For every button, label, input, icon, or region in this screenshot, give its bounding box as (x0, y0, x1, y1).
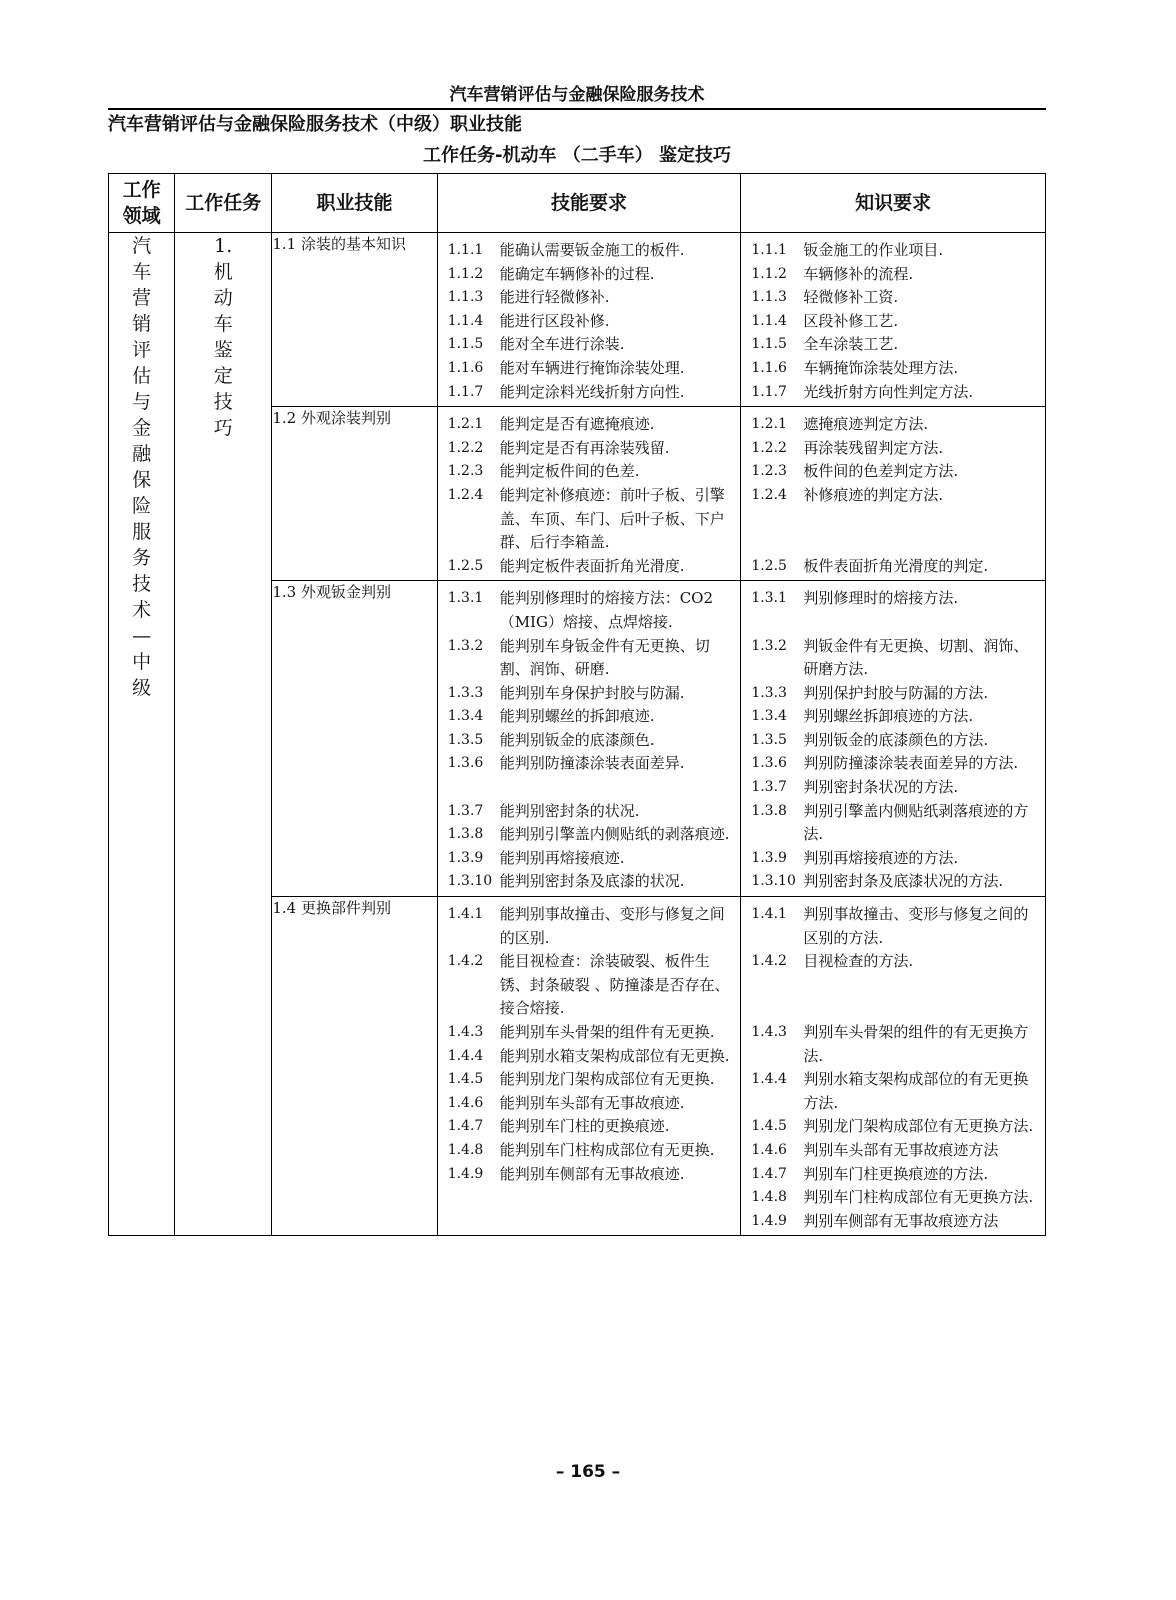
item-number: 1.2.4 (751, 486, 787, 503)
item-text: 判别车门柱构成部位有无更换方法. (803, 1188, 1034, 1207)
list-item (448, 263, 733, 287)
list-item (751, 1210, 1037, 1234)
item-number: 1.1.5 (447, 336, 484, 353)
item-text: 能判别防撞漆涂装表面差异. (499, 754, 685, 773)
item-number: 1.4.9 (447, 1165, 484, 1182)
skill-requirements-cell (437, 581, 741, 897)
item-text: 板件表面折角光滑度的判定. (803, 556, 989, 575)
item-text: 能对全车进行涂装. (499, 335, 625, 354)
list-item (751, 1186, 1037, 1210)
item-number: 1.3.7 (447, 802, 484, 819)
item-number: 1.4.4 (447, 1047, 484, 1064)
list-item (751, 752, 1037, 776)
running-head: 汽车营销评估与金融保险服务技术 (108, 84, 1046, 110)
item-text: 能判定是否有再涂装残留. (499, 438, 670, 457)
list-item (751, 263, 1037, 287)
item-text: 全车涂装工艺. (803, 335, 899, 354)
skill-requirements-cell (437, 233, 741, 407)
skill-cell: 1.4 更换部件判别 (272, 897, 437, 1236)
table-row (109, 233, 1046, 407)
item-text: 能进行轻微修补. (499, 288, 610, 307)
item-text: 能判别车门柱构成部位有无更换. (499, 1140, 715, 1159)
item-text: 能确认需要钣金施工的板件. (499, 241, 685, 259)
item-number: 1.3.10 (447, 873, 493, 890)
item-number: 1.2.3 (751, 463, 787, 480)
list-item (751, 357, 1037, 381)
list-item (751, 903, 1037, 950)
item-text: 能判定补修痕迹：前叶子板、引擎盖、车顶、车门、后叶子板、下户群、后行李箱盖. (499, 485, 725, 552)
item-number: 1.1.2 (447, 265, 484, 282)
list-item (448, 357, 733, 381)
item-number: 1.2.2 (751, 439, 787, 456)
item-number: 1.1.2 (751, 265, 787, 282)
header-domain: 工作领域 (109, 174, 175, 233)
item-number: 1.4.2 (751, 953, 787, 970)
skill-cell: 1.1 涂装的基本知识 (272, 233, 437, 407)
list-item (751, 239, 1037, 263)
item-number: 1.2.5 (447, 557, 484, 574)
item-number: 1.1.7 (447, 383, 484, 400)
item-number: 1.3.2 (447, 637, 484, 654)
page-number: – 165 – (555, 1462, 621, 1482)
item-text: 补修痕迹的判定方法. (803, 485, 944, 504)
item-text: 能对车辆进行掩饰涂装处理. (499, 358, 685, 377)
item-text: 判别螺丝拆卸痕迹的方法. (803, 707, 974, 726)
item-text: 能判别车身钣金件有无更换、切割、润饰、研磨. (499, 636, 710, 679)
item-number: 1.4.5 (751, 1118, 787, 1135)
item-text: 区段补修工艺. (803, 311, 899, 330)
item-number: 1.3.3 (751, 684, 787, 701)
skills-table (108, 173, 1046, 1236)
list-item (751, 1115, 1037, 1139)
knowledge-requirements-cell (741, 897, 1046, 1236)
item-number: 1.4.5 (447, 1071, 484, 1088)
item-number: 1.1.1 (751, 242, 787, 258)
item-text: 车辆修补的流程. (803, 264, 914, 283)
item-number: 1.1.7 (751, 383, 787, 400)
list-item (751, 705, 1037, 729)
item-text: 再涂装残留判定方法. (803, 438, 944, 457)
list-item (448, 823, 733, 847)
list-item (448, 950, 733, 1021)
item-number: 1.4.1 (447, 906, 484, 923)
item-text: 能判别事故撞击、变形与修复之间的区别. (499, 905, 725, 947)
item-number: 1.3.1 (751, 590, 787, 607)
list-item (751, 286, 1037, 310)
item-number: 1.1.4 (447, 312, 484, 329)
list-spacer (751, 974, 1037, 998)
item-text: 判别车头部有无事故痕迹方法 (803, 1140, 999, 1159)
item-number: 1.3.2 (751, 637, 787, 654)
item-text: 能进行区段补修. (499, 311, 610, 330)
item-number: 1.2.1 (447, 416, 484, 433)
item-text: 判别钣金的底漆颜色的方法. (803, 730, 989, 749)
item-text: 能判别水箱支架构成部位有无更换. (499, 1046, 730, 1065)
item-number: 1.3.6 (751, 755, 787, 772)
item-text: 能判别龙门架构成部位有无更换. (499, 1070, 715, 1089)
item-text: 能确定车辆修补的过程. (499, 264, 655, 283)
item-text: 判别防撞漆涂装表面差异的方法. (803, 754, 1019, 773)
item-number: 1.4.6 (447, 1094, 484, 1111)
item-number: 1.3.8 (751, 802, 787, 819)
item-number: 1.1.1 (447, 242, 484, 258)
list-item (448, 310, 733, 334)
item-number: 1.3.7 (751, 779, 787, 796)
item-number: 1.1.3 (447, 289, 484, 306)
list-item (448, 682, 733, 706)
list-item (751, 310, 1037, 334)
item-text: 能判定板件间的色差. (499, 462, 640, 481)
list-spacer (751, 997, 1037, 1021)
item-number: 1.3.4 (447, 708, 484, 725)
list-item (448, 484, 733, 555)
item-text: 目视检查的方法. (803, 952, 914, 971)
list-item (751, 847, 1037, 871)
item-number: 1.4.9 (751, 1212, 787, 1229)
item-text: 能判定板件表面折角光滑度. (499, 556, 685, 575)
list-item (448, 555, 733, 579)
item-text: 判别保护封胶与防漏的方法. (803, 683, 989, 702)
knowledge-requirements-cell (741, 581, 1046, 897)
item-text: 能判别车头部有无事故痕迹. (499, 1093, 685, 1112)
work-task-cell (175, 233, 272, 1236)
list-item (448, 705, 733, 729)
list-item (751, 729, 1037, 753)
item-text: 能判别车门柱的更换痕迹. (499, 1117, 670, 1136)
list-item (751, 437, 1037, 461)
list-item (751, 587, 1037, 611)
list-item (751, 870, 1037, 894)
work-domain-text: 汽车营销评估与金融保险服务技术—中级 (132, 235, 152, 699)
list-item (751, 1021, 1037, 1068)
item-text: 能判别车身保护封胶与防漏. (499, 683, 685, 702)
item-number: 1.1.3 (751, 289, 787, 306)
item-text: 判别密封条及底漆状况的方法. (803, 872, 1004, 891)
item-number: 1.4.8 (751, 1189, 787, 1206)
item-text: 判别车门柱更换痕迹的方法. (803, 1164, 989, 1183)
item-number: 1.3.5 (447, 731, 484, 748)
list-spacer (751, 611, 1037, 635)
item-number: 1.3.6 (447, 755, 484, 772)
list-item (448, 381, 733, 405)
list-spacer (448, 776, 733, 800)
item-text: 判别车侧部有无事故痕迹方法 (803, 1211, 999, 1230)
list-item (751, 333, 1037, 357)
item-number: 1.1.6 (447, 359, 484, 376)
item-number: 1.2.1 (751, 416, 787, 433)
item-text: 能判别车侧部有无事故痕迹. (499, 1164, 685, 1183)
list-item (751, 776, 1037, 800)
list-item (751, 555, 1037, 579)
item-number: 1.4.3 (751, 1024, 787, 1040)
skill-requirements-cell (437, 407, 741, 581)
list-item (448, 1163, 733, 1187)
list-spacer (751, 508, 1037, 532)
list-item (751, 381, 1037, 405)
header-skill-requirements: 技能要求 (437, 174, 741, 233)
item-number: 1.4.4 (751, 1071, 787, 1088)
header-task: 工作任务 (175, 174, 272, 233)
item-number: 1.1.5 (751, 336, 787, 353)
item-text: 判别引擎盖内侧贴纸剥落痕迹的方法. (803, 801, 1029, 844)
item-number: 1.3.8 (447, 826, 484, 843)
skill-cell: 1.2 外观涂装判别 (272, 407, 437, 581)
item-number: 1.2.2 (447, 439, 484, 456)
item-number: 1.2.3 (447, 463, 484, 480)
item-number: 1.1.6 (751, 359, 787, 376)
list-item (448, 1092, 733, 1116)
item-number: 1.4.2 (447, 953, 484, 970)
skill-requirements-cell (437, 897, 741, 1236)
list-item (448, 903, 733, 950)
list-spacer (751, 531, 1037, 555)
item-text: 板件间的色差判定方法. (803, 462, 959, 481)
list-item (448, 239, 733, 263)
item-text: 能判别钣金的底漆颜色. (499, 730, 655, 749)
list-item (751, 413, 1037, 437)
table-body (109, 233, 1046, 1236)
item-number: 1.4.6 (751, 1141, 787, 1158)
list-item (448, 752, 733, 776)
item-number: 1.3.5 (751, 731, 787, 748)
list-item (448, 460, 733, 484)
item-text: 遮掩痕迹判定方法. (803, 415, 929, 434)
item-text: 判别水箱支架构成部位的有无更换方法. (803, 1070, 1029, 1112)
list-item (751, 484, 1037, 508)
list-item (751, 460, 1037, 484)
item-text: 能判别密封条的状况. (499, 801, 640, 820)
item-text: 判别再熔接痕迹的方法. (803, 848, 959, 867)
item-text: 能判定涂料光线折射方向性. (499, 382, 685, 401)
list-item (751, 800, 1037, 847)
list-item (448, 286, 733, 310)
item-text: 能判别再熔接痕迹. (499, 848, 625, 867)
list-item (448, 413, 733, 437)
item-number: 1.4.1 (751, 906, 787, 923)
list-item (448, 635, 733, 682)
item-number: 1.3.3 (447, 684, 484, 701)
item-number: 1.3.9 (751, 849, 787, 866)
item-number: 1.3.9 (447, 849, 484, 866)
item-text: 能判别引擎盖内侧贴纸的剥落痕迹. (499, 825, 730, 844)
list-item (751, 682, 1037, 706)
skill-cell: 1.3 外观钣金判别 (272, 581, 437, 897)
list-item (751, 1163, 1037, 1187)
item-text: 光线折射方向性判定方法. (803, 382, 974, 401)
list-item (448, 1068, 733, 1092)
table-header-row (109, 174, 1046, 233)
item-text: 能判别螺丝的拆卸痕迹. (499, 707, 655, 726)
list-item (448, 729, 733, 753)
item-number: 1.2.5 (751, 557, 787, 574)
knowledge-requirements-cell (741, 407, 1046, 581)
item-text: 车辆掩饰涂装处理方法. (803, 358, 959, 377)
item-text: 能判定是否有遮掩痕迹. (499, 415, 655, 434)
item-number: 1.4.3 (447, 1024, 484, 1040)
work-domain-cell (109, 233, 175, 1236)
item-text: 能判别修理时的熔接方法：CO2（MIG）熔接、点焊熔接. (499, 589, 714, 631)
item-text: 能判别车头骨架的组件有无更换. (499, 1023, 715, 1041)
item-text: 判钣金件有无更换、切割、润饰、研磨方法. (803, 636, 1029, 679)
list-item (751, 950, 1037, 974)
work-task-text: 1.机动车鉴定技巧 (213, 235, 233, 439)
list-item (448, 870, 733, 894)
item-number: 1.4.7 (447, 1118, 484, 1135)
item-text: 判别事故撞击、变形与修复之间的区别的方法. (803, 905, 1029, 947)
item-text: 判别密封条状况的方法. (803, 778, 959, 797)
document-subtitle: 工作任务-机动车 （二手车） 鉴定技巧 (422, 145, 731, 166)
list-item (448, 333, 733, 357)
header-knowledge-requirements: 知识要求 (741, 174, 1046, 233)
list-item (751, 635, 1037, 682)
item-number: 1.3.4 (751, 708, 787, 725)
item-text: 钣金施工的作业项目. (803, 241, 944, 259)
list-item (448, 800, 733, 824)
item-number: 1.3.1 (447, 590, 484, 607)
list-item (751, 1139, 1037, 1163)
item-text: 能判别密封条及底漆的状况. (499, 872, 685, 891)
list-item (448, 1045, 733, 1069)
item-number: 1.3.10 (751, 873, 796, 890)
list-item (448, 1021, 733, 1045)
list-item (448, 437, 733, 461)
item-text: 判别龙门架构成部位有无更换方法. (803, 1117, 1034, 1136)
item-number: 1.2.4 (447, 486, 484, 503)
header-skill: 职业技能 (272, 174, 437, 233)
item-number: 1.4.7 (751, 1165, 787, 1182)
list-item (448, 1139, 733, 1163)
item-text: 轻微修补工资. (803, 288, 899, 307)
list-item (751, 1068, 1037, 1115)
item-number: 1.4.8 (447, 1141, 484, 1158)
item-text: 能目视检查：涂装破裂、板件生锈、封条破裂 、防撞漆是否存在、接合熔接. (499, 952, 730, 1018)
document-title: 汽车营销评估与金融保险服务技术（中级）职业技能 (108, 114, 522, 135)
list-item (448, 847, 733, 871)
item-text: 判别车头骨架的组件的有无更换方法. (803, 1023, 1029, 1065)
list-item (448, 587, 733, 634)
item-number: 1.1.4 (751, 312, 787, 329)
list-item (448, 1115, 733, 1139)
item-text: 判别修理时的熔接方法. (803, 589, 959, 608)
knowledge-requirements-cell (741, 233, 1046, 407)
